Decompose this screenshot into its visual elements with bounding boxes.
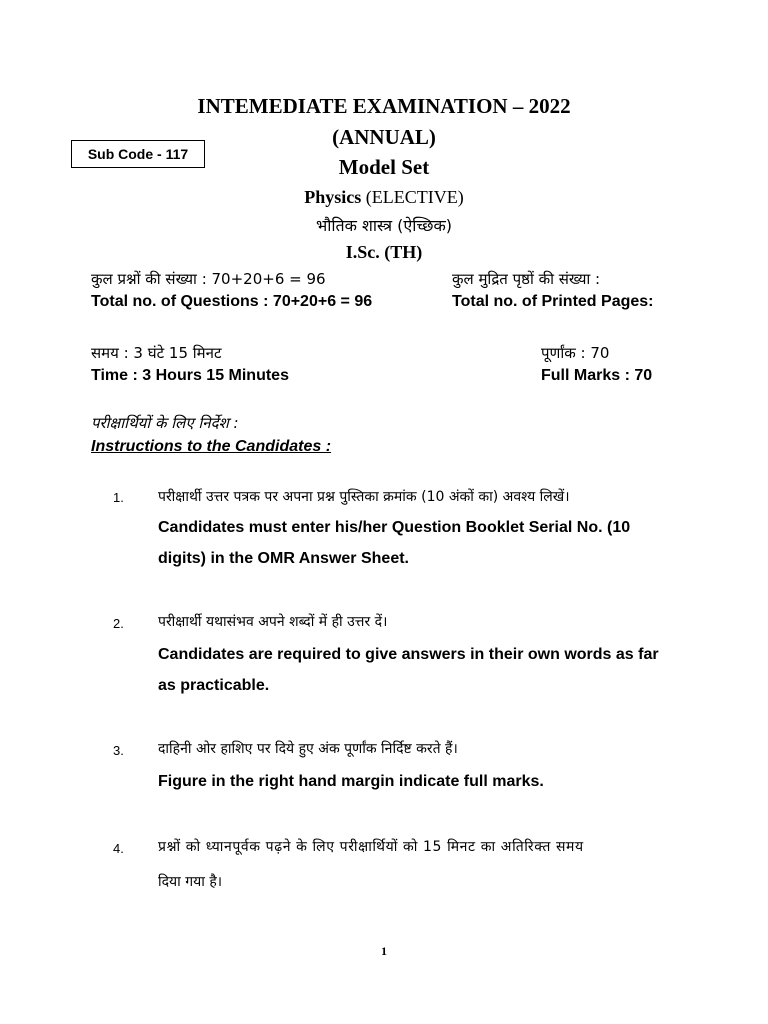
subject-name: Physics	[304, 187, 362, 207]
total-questions-hindi: कुल प्रश्नों की संख्या : 70+20+6 = 96	[91, 270, 326, 288]
instruction-hindi: परीक्षार्थी उत्तर पत्रक पर अपना प्रश्न पुस्तिका क्रमांक (10 अंकों का) अवश्य लिखें।	[158, 489, 570, 505]
instruction-number: 3.	[113, 743, 124, 758]
full-marks-hindi: पूर्णांक : 70	[541, 344, 610, 362]
instruction-english: Candidates must enter his/her Question Booklet Serial No. (10	[158, 519, 631, 536]
subject-hindi: भौतिक शास्त्र (ऐच्छिक)	[315, 216, 453, 235]
instruction-hindi: दाहिनी ओर हाशिए पर दिये हुए अंक पूर्णांक निर्दिष्ट करते हैं।	[158, 741, 458, 757]
instruction-hindi: दिया गया है।	[158, 874, 223, 890]
instruction-hindi: प्रश्नों को ध्यानपूर्वक पढ़ने के लिए परीक्षार्थियों को 15 मिनट का अतिरिक्त समय	[158, 839, 584, 855]
instructions-heading: Instructions to the Candidates :	[91, 438, 332, 455]
time-allowed: Time : 3 Hours 15 Minutes	[91, 367, 289, 384]
full-marks: Full Marks : 70	[541, 367, 653, 384]
sub-code-box: Sub Code - 117	[71, 140, 205, 168]
model-set-label: Model Set	[338, 155, 430, 179]
subject-line	[0, 187, 768, 208]
instructions-heading-hindi: परीक्षार्थियों के लिए निर्देश :	[91, 414, 239, 432]
time-hindi: समय : 3 घंटे 15 मिनट	[91, 344, 222, 362]
instruction-hindi: परीक्षार्थी यथासंभव अपने शब्दों में ही उत्तर दें।	[158, 614, 388, 630]
exam-title: INTEMEDIATE EXAMINATION – 2022	[197, 94, 571, 118]
instruction-number: 4.	[113, 841, 124, 856]
instruction-number: 2.	[113, 616, 124, 631]
instruction-english: digits) in the OMR Answer Sheet.	[158, 550, 409, 567]
total-questions: Total no. of Questions : 70+20+6 = 96	[91, 293, 373, 310]
instruction-english: Figure in the right hand margin indicate full marks.	[158, 773, 544, 790]
printed-pages-hindi: कुल मुद्रित पृष्ठों की संख्या :	[452, 270, 601, 288]
instruction-number: 1.	[113, 490, 124, 505]
printed-pages: Total no. of Printed Pages:	[452, 293, 654, 310]
instruction-english: as practicable.	[158, 677, 270, 694]
stream-label: I.Sc. (TH)	[345, 242, 423, 262]
subject-type: (ELECTIVE)	[361, 187, 464, 207]
exam-session: (ANNUAL)	[332, 125, 436, 149]
page-number: 1	[381, 944, 387, 958]
instruction-english: Candidates are required to give answers in their own words as far	[158, 646, 659, 663]
